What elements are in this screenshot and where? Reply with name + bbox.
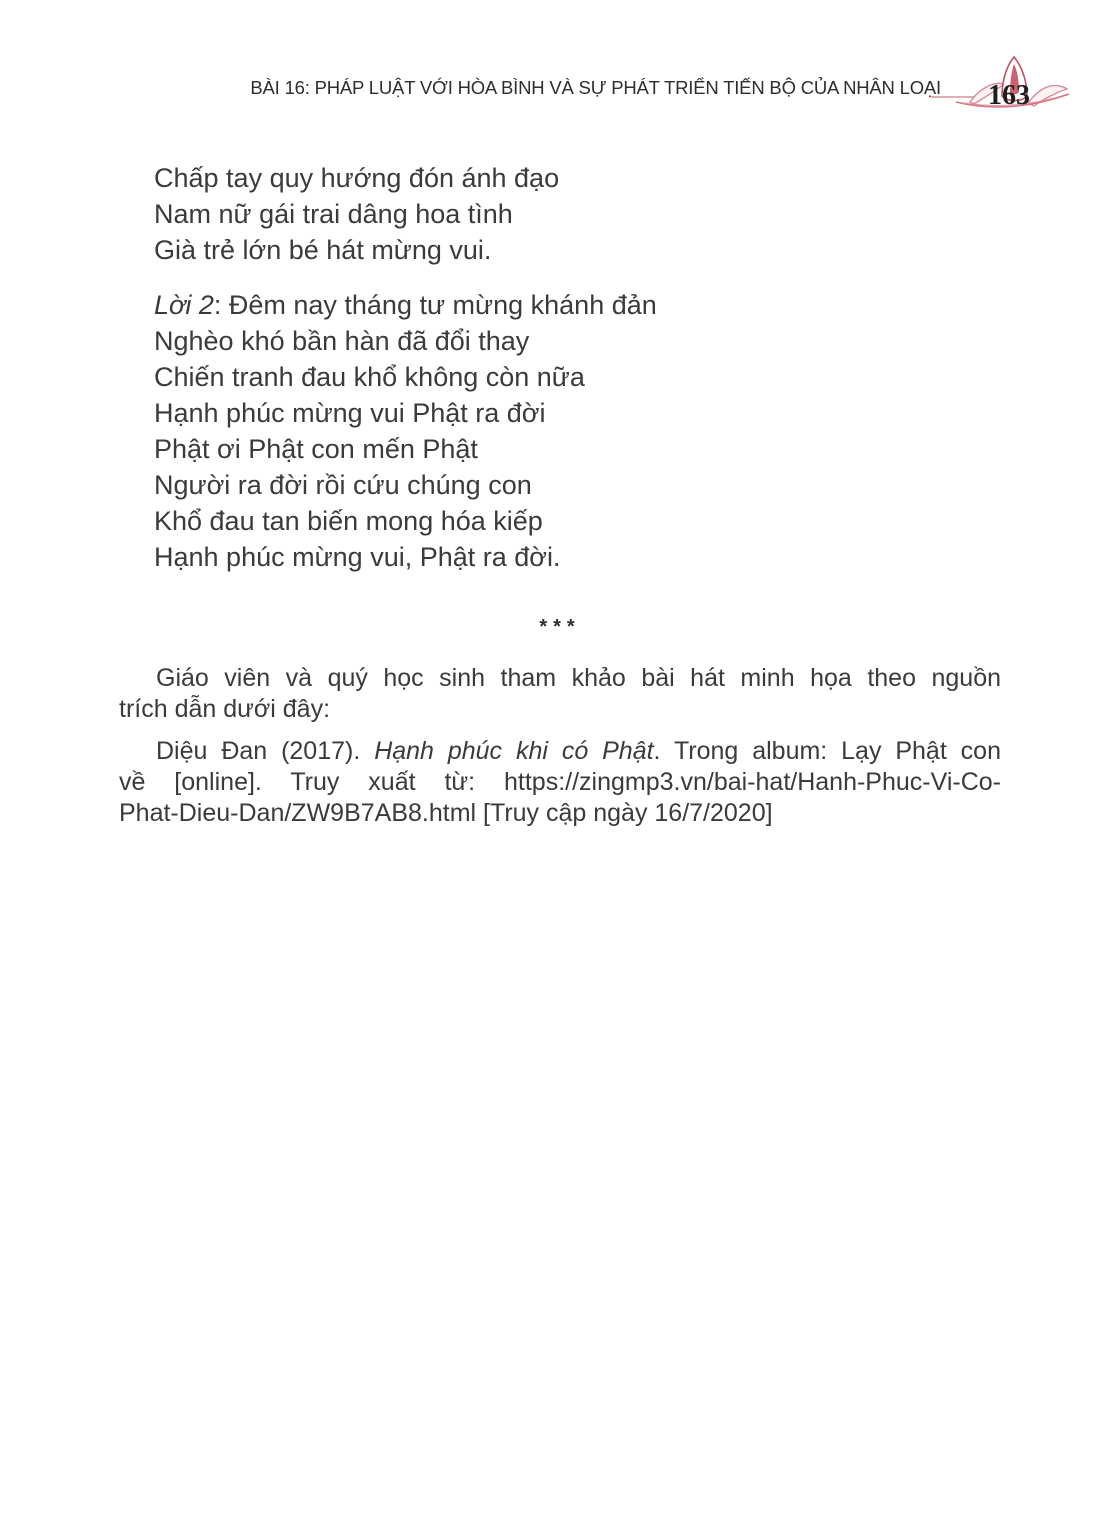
reference-line bbox=[119, 736, 1001, 767]
note-line: trích dẫn dưới đây: bbox=[119, 695, 331, 723]
note-line: Giáo viên và quý học sinh tham khảo bài hát minh họa theo nguồn bbox=[156, 664, 1001, 692]
verse-label: Lời 2 bbox=[154, 290, 214, 320]
lyric-line: Khổ đau tan biến mong hóa kiếp bbox=[154, 506, 543, 536]
lyric-line: Phật ơi Phật con mến Phật bbox=[154, 434, 478, 464]
section-separator: *** bbox=[539, 616, 581, 638]
reference-author: Diệu Đan (2017). bbox=[156, 737, 375, 765]
lyric-line-text: : Đêm nay tháng tư mừng khánh đản bbox=[213, 290, 657, 320]
lyric-line: Người ra đời rồi cứu chúng con bbox=[154, 470, 532, 500]
reference-song-title: Hạnh phúc khi có Phật bbox=[374, 737, 654, 765]
note-paragraph bbox=[119, 663, 1001, 725]
lyric-line: Hạnh phúc mừng vui Phật ra đời bbox=[154, 398, 546, 428]
lyric-line: Chấp tay quy hướng đón ánh đạo bbox=[154, 163, 560, 193]
lyric-line: Chiến tranh đau khổ không còn nữa bbox=[154, 362, 585, 392]
chapter-header: BÀI 16: PHÁP LUẬT VỚI HÒA BÌNH VÀ SỰ PHÁT TRIỂN TIẾN BỘ CỦA NHÂN LOẠI bbox=[250, 77, 941, 98]
lyric-line: Hạnh phúc mừng vui, Phật ra đời. bbox=[154, 542, 561, 572]
lyric-line bbox=[154, 287, 657, 323]
song-verse-2 bbox=[154, 287, 657, 575]
reference-paragraph bbox=[119, 736, 1001, 829]
lyric-line: Nghèo khó bần hàn đã đổi thay bbox=[154, 326, 530, 356]
lyric-line: Già trẻ lớn bé hát mừng vui. bbox=[154, 235, 492, 265]
page-number: 163 bbox=[988, 80, 1030, 111]
reference-line: Phat-Dieu-Dan/ZW9B7AB8.html [Truy cập ngày 16/7/2020] bbox=[119, 799, 773, 827]
lyric-line: Nam nữ gái trai dâng hoa tình bbox=[154, 199, 513, 229]
song-verse-1 bbox=[154, 160, 559, 268]
lotus-icon bbox=[930, 50, 1072, 116]
reference-album: . Trong album: Lạy Phật con bbox=[653, 737, 1001, 765]
reference-line: về [online]. Truy xuất từ: https://zingmp3.vn/bai-hat/Hanh-Phuc-Vi-Co- bbox=[119, 768, 1001, 796]
